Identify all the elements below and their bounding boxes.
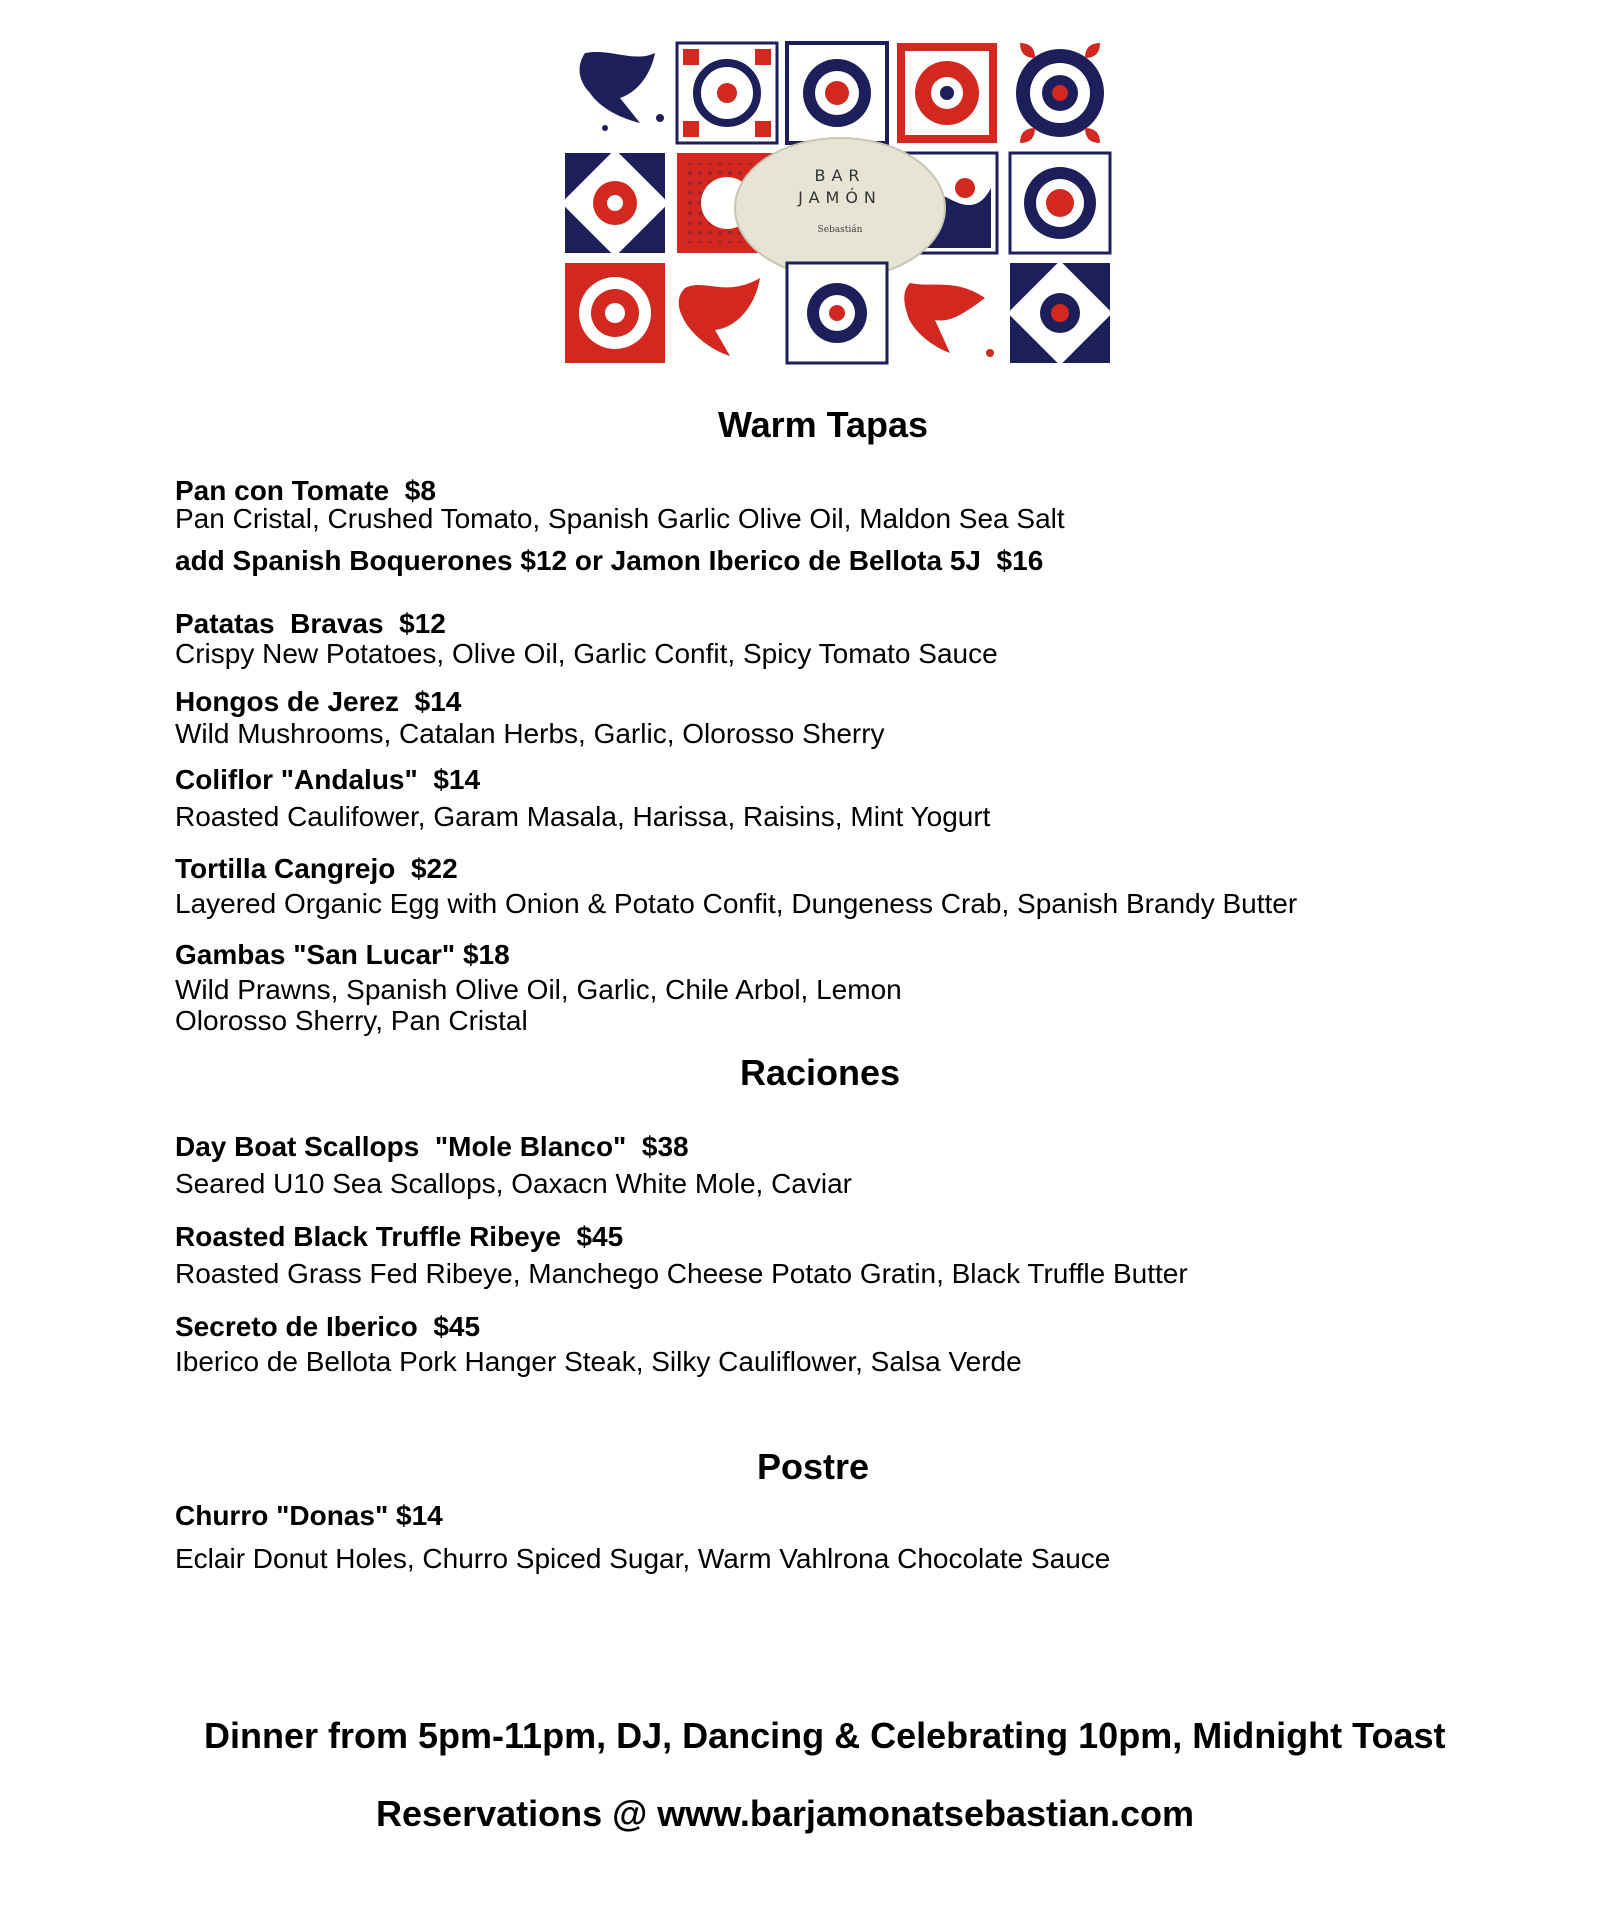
menu-item-desc: Roasted Grass Fed Ribeye, Manchego Cheese Potato Gratin, Black Truffle Butter [175, 1258, 1188, 1289]
menu-item-addon: add Spanish Boquerones $12 or Jamon Iberico de Bellota 5J $16 [175, 545, 1044, 576]
menu-item-desc: Wild Mushrooms, Catalan Herbs, Garlic, Olorosso Sherry [175, 718, 885, 749]
menu-item-desc-continued: Olorosso Sherry, Pan Cristal [175, 1005, 528, 1036]
menu-item-desc: Eclair Donut Holes, Churro Spiced Sugar, Warm Vahlrona Chocolate Sauce [175, 1543, 1111, 1574]
menu-item-desc: Layered Organic Egg with Onion & Potato Confit, Dungeness Crab, Spanish Brandy Butter [175, 888, 1298, 919]
menu-item-name: Secreto de Iberico $45 [175, 1311, 481, 1342]
menu-item-desc: Wild Prawns, Spanish Olive Oil, Garlic, Chile Arbol, Lemon [175, 974, 902, 1005]
menu-item-name: Roasted Black Truffle Ribeye $45 [175, 1221, 624, 1252]
section-title-postre: Postre [757, 1446, 870, 1487]
menu-item-name: Gambas "San Lucar" $18 [175, 939, 510, 970]
logo-text-jamon: JAMÓN [798, 188, 882, 207]
menu-item-name: Day Boat Scallops "Mole Blanco" $38 [175, 1131, 689, 1162]
menu-item-name: Coliflor "Andalus" $14 [175, 764, 481, 795]
menu-item-name: Hongos de Jerez $14 [175, 686, 462, 717]
footer-reservations: Reservations @ www.barjamonatsebastian.com [376, 1793, 1195, 1834]
menu-item-desc: Crispy New Potatoes, Olive Oil, Garlic Confit, Spicy Tomato Sauce [175, 638, 998, 669]
menu-item-name: Tortilla Cangrejo $22 [175, 853, 458, 884]
logo-text-bar: BAR [814, 166, 866, 185]
footer-hours: Dinner from 5pm-11pm, DJ, Dancing & Celebrating 10pm, Midnight Toast [204, 1715, 1446, 1756]
menu-item-name: Churro "Donas" $14 [175, 1500, 443, 1531]
menu-item-name: Patatas Bravas $12 [175, 608, 446, 639]
tile-mosaic-graphic [565, 38, 1115, 370]
logo-text-sebastian: Sebastián [817, 225, 863, 235]
menu-item-name: Pan con Tomate $8 [175, 475, 436, 506]
bar-jamon-logo [565, 38, 1115, 370]
menu-item-desc: Roasted Caulifower, Garam Masala, Harissa, Raisins, Mint Yogurt [175, 801, 991, 832]
menu-item-desc: Pan Cristal, Crushed Tomato, Spanish Garlic Olive Oil, Maldon Sea Salt [175, 503, 1065, 534]
menu-item-desc: Seared U10 Sea Scallops, Oaxacn White Mole, Caviar [175, 1168, 852, 1199]
section-title-warm-tapas: Warm Tapas [718, 404, 929, 445]
section-title-raciones: Raciones [740, 1052, 901, 1093]
menu-item-desc: Iberico de Bellota Pork Hanger Steak, Silky Cauliflower, Salsa Verde [175, 1346, 1022, 1377]
